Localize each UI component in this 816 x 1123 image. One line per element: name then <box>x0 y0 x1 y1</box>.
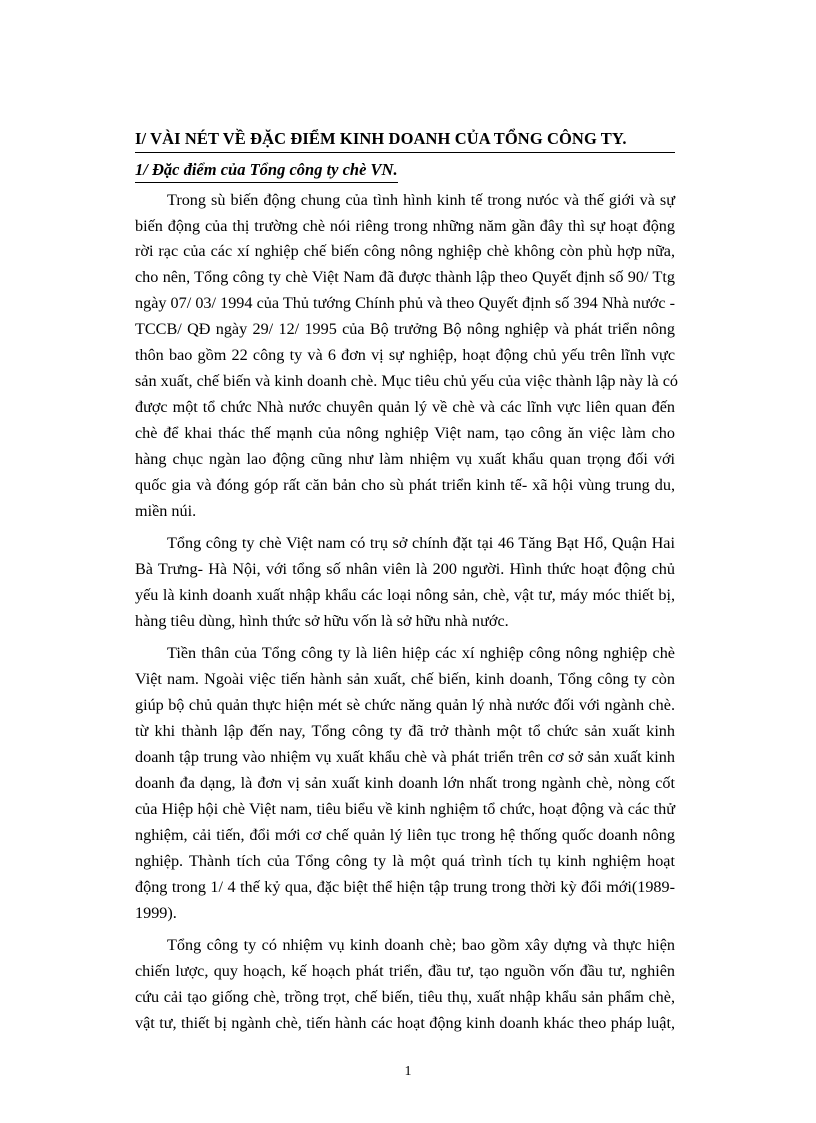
paragraph-1-line: hàng chục ngàn lao động cũng như làm nhiệm vụ xuất khẩu quan trọng đối với <box>135 450 675 468</box>
paragraph-3-line: Tiền thân của Tổng công ty là liên hiệp các xí nghiệp công nông nghiệp chè <box>167 644 675 662</box>
page-number: 1 <box>404 1064 412 1079</box>
paragraph-1-line: chè để khai thác thế mạnh của nông nghiệp Việt nam, tạo công ăn việc làm cho <box>135 424 675 442</box>
paragraph-1-line: quốc gia và đóng góp rất căn bản cho sù phát triển kinh tế- xã hội vùng trung du, <box>135 476 675 494</box>
paragraph-1-line: ngày 07/ 03/ 1994 của Thủ tướng Chính phủ và theo Quyết định số 394 Nhà nước - <box>135 294 675 312</box>
paragraph-1-line: miền núi. <box>135 502 197 520</box>
paragraph-3-line: nghiệp. Thành tích của Tổng công ty là một quá trình tích tụ kinh nghiệm hoạt <box>135 852 675 870</box>
paragraph-3-line: từ khi thành lập đến nay, Tổng công ty đã trở thành một tổ chức sản xuất kinh <box>135 722 675 740</box>
paragraph-3-line: động trong 1/ 4 thế kỷ qua, đặc biệt thể hiện tập trung trong thời kỳ đổi mới(1989- <box>135 878 675 896</box>
paragraph-4-line: Tổng công ty có nhiệm vụ kinh doanh chè; bao gồm xây dựng và thực hiện <box>167 936 675 954</box>
paragraph-3-line: của Hiệp hội chè Việt nam, tiêu biểu về kinh nghiệm tổ chức, hoạt động và các thử <box>135 800 675 818</box>
paragraph-2-line: hàng tiêu dùng, hình thức sở hữu vốn là sở hữu nhà nước. <box>135 612 509 630</box>
paragraph-3-line: doanh tập trung vào nhiệm vụ xuất khẩu chè và phát triển trên cơ sở sản xuất kinh <box>135 748 675 766</box>
paragraph-1-line: Trong sù biến động chung của tình hình kinh tế trong nưóc và thế giới và sự <box>167 191 675 209</box>
paragraph-4-line: cứu cải tạo giống chè, trồng trọt, chế biến, tiêu thụ, xuất nhập khẩu sản phẩm chè, <box>135 988 675 1006</box>
paragraph-1-line: rời rạc của các xí nghiệp chế biến công nông nghiệp chè không còn phù hợp nữa, <box>135 242 675 260</box>
paragraph-1-line: được một tổ chức Nhà nước chuyên quản lý về chè và các lĩnh vực liên quan đến <box>135 398 675 416</box>
paragraph-3-line: nghiệm, cải tiến, đổi mới cơ chế quản lý liên tục trong hệ thống quốc doanh nông <box>135 826 675 844</box>
paragraph-1-line: thôn bao gồm 22 công ty và 6 đơn vị sự nghiệp, hoạt động chủ yếu trên lĩnh vực <box>135 346 675 364</box>
paragraph-3-line: doanh đa dạng, là đơn vị sản xuất kinh doanh lớn nhất trong ngành chè, nòng cốt <box>135 774 675 792</box>
paragraph-2-line: Tổng công ty chè Việt nam có trụ sở chính đặt tại 46 Tăng Bạt Hổ, Quận Hai <box>167 534 675 552</box>
paragraph-3-line: giúp bộ chủ quản thực hiện mét sè chức năng quản lý nhà nước đối với ngành chè. <box>135 696 675 714</box>
paragraph-1-line: sản xuất, chế biến và kinh doanh chè. Mục tiêu chủ yếu của việc thành lập này là có <box>135 372 678 390</box>
paragraph-1-line: biến động của thị trường chè nói riêng trong những năm gần đây thì sự hoạt động <box>135 217 675 235</box>
subsection-heading: 1/ Đặc điểm của Tổng công ty chè VN. <box>135 160 398 183</box>
paragraph-1-line: TCCB/ QĐ ngày 29/ 12/ 1995 của Bộ trưởng Bộ nông nghiệp và phát triển nông <box>135 320 675 338</box>
paragraph-2-line: Bà Trưng- Hà Nội, với tổng số nhân viên là 200 người. Hình thức hoạt động chủ <box>135 560 675 578</box>
paragraph-4-line: vật tư, thiết bị ngành chè, tiến hành các hoạt động kinh doanh khác theo pháp luật, <box>135 1014 675 1032</box>
paragraph-3-line: 1999). <box>135 904 177 922</box>
paragraph-3-line: Việt nam. Ngoài việc tiến hành sản xuất, chế biến, kinh doanh, Tổng công ty còn <box>135 670 675 688</box>
paragraph-1-line: cho nên, Tổng công ty chè Việt Nam đã được thành lập theo Quyết định số 90/ Ttg <box>135 268 675 286</box>
section-heading: I/ VÀI NÉT VỀ ĐẶC ĐIỂM KINH DOANH CỦA TỔNG CÔNG TY. <box>135 129 675 153</box>
paragraph-2-line: yếu là kinh doanh xuất nhập khẩu các loại nông sản, chè, vật tư, máy móc thiết bị, <box>135 586 675 604</box>
paragraph-4-line: chiến lược, quy hoạch, kế hoạch phát triển, đầu tư, tạo nguồn vốn đầu tư, nghiên <box>135 962 675 980</box>
